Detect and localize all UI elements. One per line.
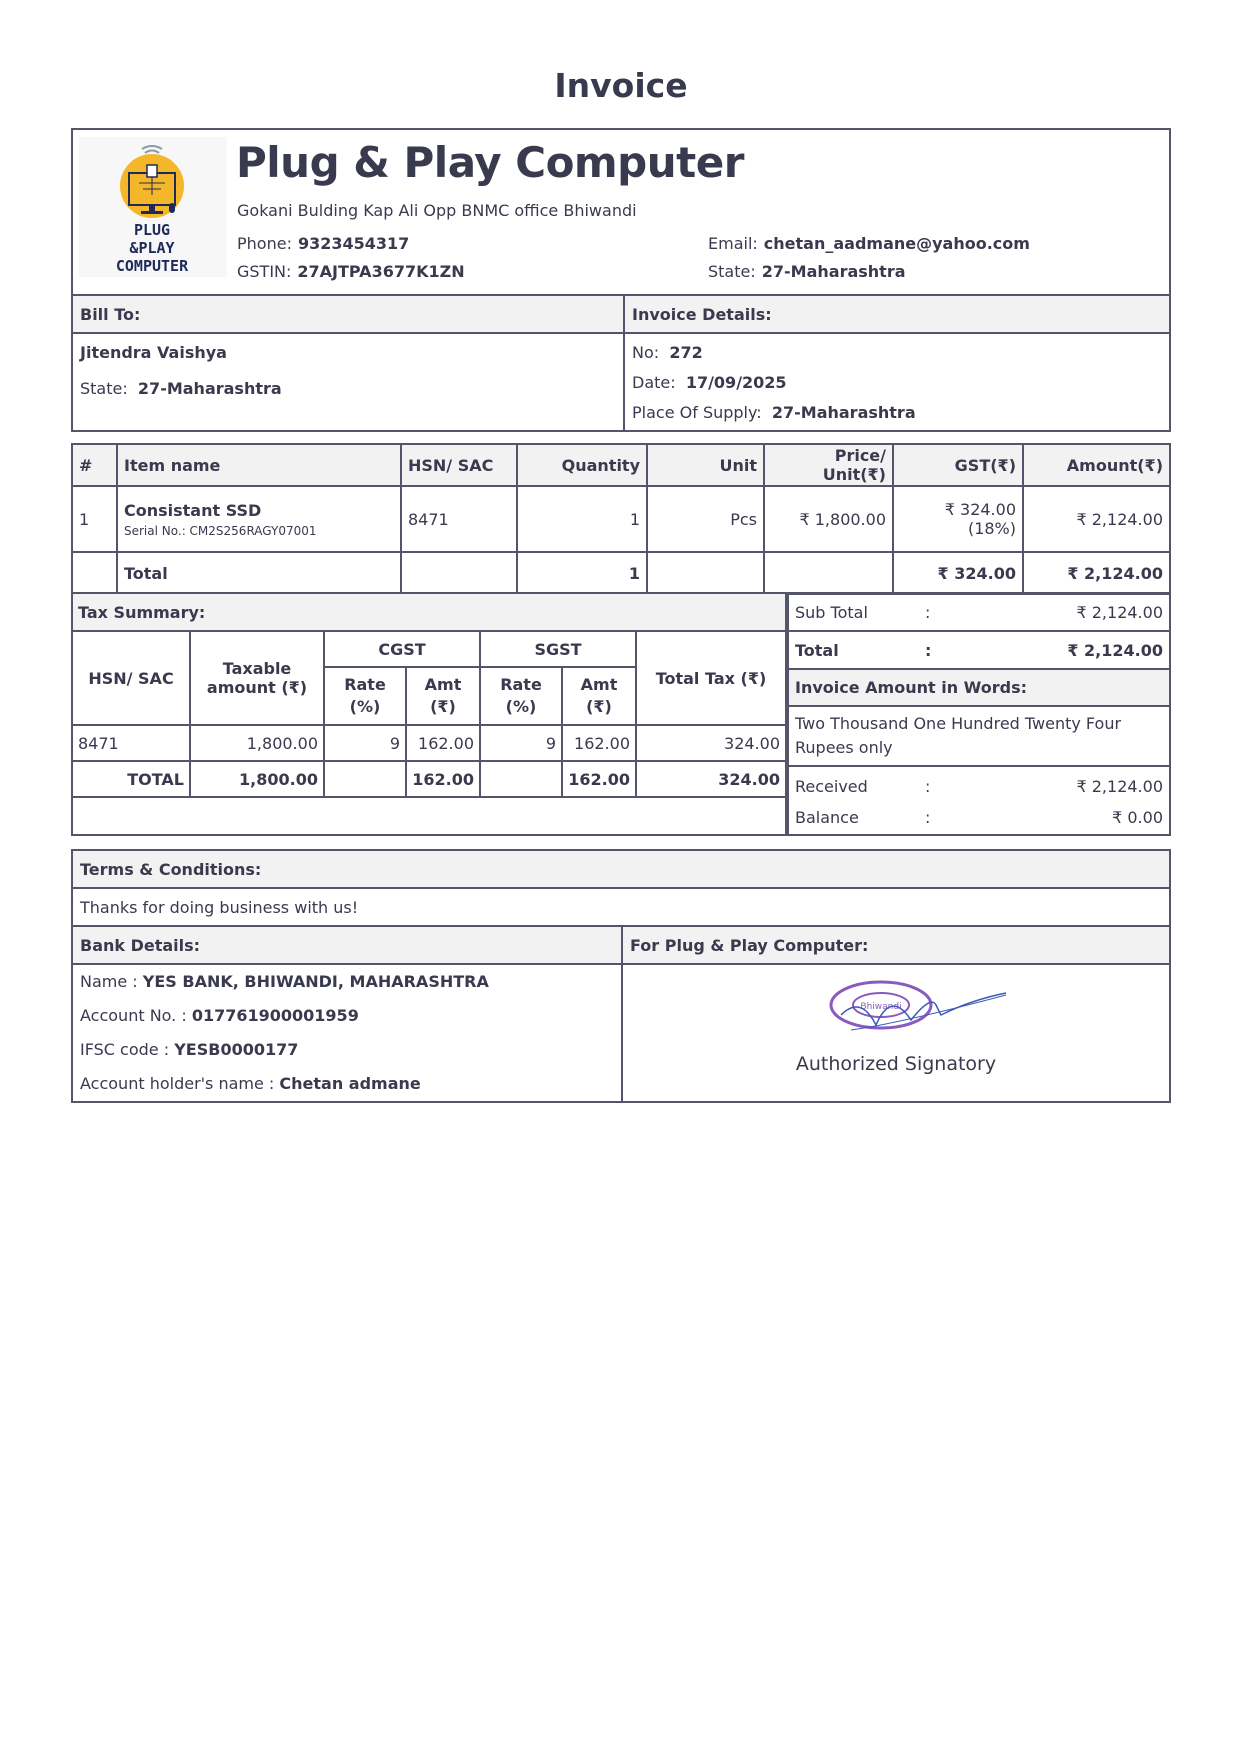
- invoice-details-heading: Invoice Details:: [624, 295, 1170, 333]
- state-value: 27-Maharashtra: [761, 262, 906, 281]
- item-hsn: 8471: [401, 486, 517, 552]
- bill-to-body: [72, 333, 624, 431]
- signature-stamp-icon: [821, 975, 1011, 1045]
- place-of-supply-value: 27-Maharashtra: [771, 403, 916, 422]
- tax-total-cgst-amt: 162.00: [406, 761, 480, 797]
- total-colon: :: [925, 640, 932, 660]
- grand-total-row: [788, 631, 1170, 669]
- invoice-number-value: 272: [669, 343, 703, 362]
- items-table: [71, 443, 1171, 595]
- company-gstin: [237, 262, 465, 281]
- items-total-gst: ₹ 324.00: [893, 552, 1023, 594]
- footer-section: [71, 849, 1171, 1103]
- bank-holder-label: Account holder's name :: [80, 1074, 275, 1093]
- col-item-name: Item name: [117, 444, 401, 486]
- customer-state-value: 27-Maharashtra: [137, 379, 282, 398]
- invoice-details-body: [624, 333, 1170, 431]
- item-unit: Pcs: [647, 486, 764, 552]
- tax-summary-table: [71, 592, 787, 836]
- email-label: Email:: [708, 234, 758, 253]
- bank-account-value: 017761900001959: [191, 1006, 359, 1025]
- bank-name-label: Name :: [80, 972, 138, 991]
- tax-taxable: 1,800.00: [190, 725, 324, 761]
- col-quantity: Quantity: [517, 444, 647, 486]
- item-price: ₹ 1,800.00: [764, 486, 893, 552]
- items-total-label: Total: [117, 552, 401, 594]
- item-gst: ₹ 324.00 (18%): [893, 486, 1023, 552]
- logo-text-2: &PLAY: [129, 239, 175, 257]
- items-total-quantity: 1: [517, 552, 647, 594]
- tax-cgst-amt: 162.00: [406, 725, 480, 761]
- gstin-value: 27AJTPA3677K1ZN: [297, 262, 465, 281]
- phone-value: 9323454317: [297, 234, 410, 253]
- customer-name: Jitendra Vaishya: [80, 343, 227, 362]
- tax-cgst-rate: 9: [324, 725, 406, 761]
- tax-hsn: 8471: [72, 725, 190, 761]
- signature-heading: For Plug & Play Computer:: [622, 926, 1170, 964]
- company-name: Plug & Play Computer: [236, 138, 744, 187]
- received-colon: :: [925, 776, 931, 796]
- bank-holder: [80, 1067, 614, 1101]
- col-hsn: HSN/ SAC: [401, 444, 517, 486]
- tax-col-taxable: Taxable amount (₹): [190, 631, 324, 725]
- tax-total-total: 324.00: [636, 761, 786, 797]
- billing-section: [71, 294, 1171, 432]
- total-label: Total: [795, 640, 839, 660]
- tax-sgst-amt: 162.00: [562, 725, 636, 761]
- items-section: [71, 443, 1171, 595]
- table-row: [72, 486, 1170, 552]
- total-unit-empty: [647, 552, 764, 594]
- item-serial: Serial No.: CM2S256RAGY07001: [124, 523, 317, 538]
- balance-value: ₹ 0.00: [1112, 807, 1163, 827]
- customer-state-label: State:: [80, 379, 128, 398]
- tax-total-sgst-rate-empty: [480, 761, 562, 797]
- item-index: 1: [72, 486, 117, 552]
- company-header: [71, 128, 1171, 296]
- stamp-center-text: Bhiwandi: [860, 1002, 902, 1012]
- place-of-supply: [632, 398, 1162, 428]
- authorized-signatory: Authorized Signatory: [795, 1053, 997, 1075]
- bank-account: [80, 999, 614, 1033]
- tax-total-label: TOTAL: [72, 761, 190, 797]
- tax-total-cgst-rate-empty: [324, 761, 406, 797]
- invoice-number-label: No:: [632, 343, 660, 362]
- logo-text-3: COMPUTER: [115, 257, 189, 275]
- amount-words-heading: Invoice Amount in Words:: [788, 669, 1170, 706]
- item-name-cell: [117, 486, 401, 552]
- tax-row: [72, 725, 786, 761]
- signature-cell: [622, 964, 1170, 1102]
- sub-total-colon: :: [925, 602, 931, 622]
- company-phone: [237, 234, 409, 253]
- col-gst: GST(₹): [893, 444, 1023, 486]
- payment-status: [788, 766, 1170, 835]
- tax-total-row: [72, 761, 786, 797]
- bank-name: [80, 965, 614, 999]
- total-value: ₹ 2,124.00: [1067, 640, 1163, 660]
- items-total-amount: ₹ 2,124.00: [1023, 552, 1170, 594]
- company-state: [708, 262, 906, 281]
- tax-col-sgst-rate: Rate (%): [480, 667, 562, 725]
- amount-words: Two Thousand One Hundred Twenty Four Rupees only: [788, 706, 1170, 766]
- tax-empty-row: [72, 797, 786, 835]
- invoice-date-label: Date:: [632, 373, 676, 392]
- company-address: Gokani Bulding Kap Ali Opp BNMC office Bhiwandi: [237, 201, 637, 220]
- email-value[interactable]: chetan_aadmane@yahoo.com: [763, 234, 1030, 253]
- bank-ifsc: [80, 1033, 614, 1067]
- bank-account-label: Account No. :: [80, 1006, 187, 1025]
- balance-colon: :: [925, 807, 931, 827]
- sub-total-label: Sub Total: [795, 602, 868, 622]
- bank-heading: Bank Details:: [72, 926, 622, 964]
- tax-col-cgst: CGST: [324, 631, 480, 667]
- invoice-number: [632, 338, 1162, 368]
- tax-col-cgst-rate: Rate (%): [324, 667, 406, 725]
- received-label: Received: [795, 776, 868, 796]
- company-logo: [79, 137, 227, 277]
- col-index: #: [72, 444, 117, 486]
- bank-ifsc-label: IFSC code :: [80, 1040, 170, 1059]
- bank-holder-value: Chetan admane: [279, 1074, 421, 1093]
- tax-total: 324.00: [636, 725, 786, 761]
- item-amount: ₹ 2,124.00: [1023, 486, 1170, 552]
- place-of-supply-label: Place Of Supply:: [632, 403, 762, 422]
- col-unit: Unit: [647, 444, 764, 486]
- logo-text-1: PLUG: [133, 221, 171, 239]
- customer-state: [80, 374, 616, 404]
- amount-summary: [787, 592, 1171, 836]
- tax-col-sgst-amt: Amt (₹): [562, 667, 636, 725]
- page-title: Invoice: [554, 66, 688, 105]
- col-amount: Amount(₹): [1023, 444, 1170, 486]
- bank-details: [72, 964, 622, 1102]
- tax-col-cgst-amt: Amt (₹): [406, 667, 480, 725]
- mouse-icon: [169, 203, 175, 213]
- state-label: State:: [708, 262, 756, 281]
- tax-summary-heading: Tax Summary:: [72, 593, 786, 631]
- gstin-label: GSTIN:: [237, 262, 292, 281]
- tax-col-total: Total Tax (₹): [636, 631, 786, 725]
- invoice-date-value: 17/09/2025: [685, 373, 787, 392]
- tax-sgst-rate: 9: [480, 725, 562, 761]
- item-name: Consistant SSD: [124, 500, 262, 520]
- tax-total-taxable: 1,800.00: [190, 761, 324, 797]
- terms-heading: Terms & Conditions:: [72, 850, 1170, 888]
- bill-to-heading: Bill To:: [72, 295, 624, 333]
- tax-total-sgst-amt: 162.00: [562, 761, 636, 797]
- total-hsn-empty: [401, 552, 517, 594]
- company-email: [708, 234, 1030, 253]
- phone-label: Phone:: [237, 234, 292, 253]
- tax-col-sgst: SGST: [480, 631, 636, 667]
- received-value: ₹ 2,124.00: [1076, 776, 1163, 796]
- sub-total-value: ₹ 2,124.00: [1076, 602, 1163, 622]
- item-quantity: 1: [517, 486, 647, 552]
- bank-name-value: YES BANK, BHIWANDI, MAHARASHTRA: [142, 972, 489, 991]
- sub-total-row: [788, 593, 1170, 631]
- tax-col-hsn: HSN/ SAC: [72, 631, 190, 725]
- terms-text: Thanks for doing business with us!: [72, 888, 1170, 926]
- tax-and-summary-section: [71, 592, 1171, 836]
- invoice-date: [632, 368, 1162, 398]
- bank-ifsc-value: YESB0000177: [174, 1040, 299, 1059]
- col-price: Price/ Unit(₹): [764, 444, 893, 486]
- items-total-row: [72, 552, 1170, 594]
- total-index-empty: [72, 552, 117, 594]
- balance-label: Balance: [795, 807, 859, 827]
- total-price-empty: [764, 552, 893, 594]
